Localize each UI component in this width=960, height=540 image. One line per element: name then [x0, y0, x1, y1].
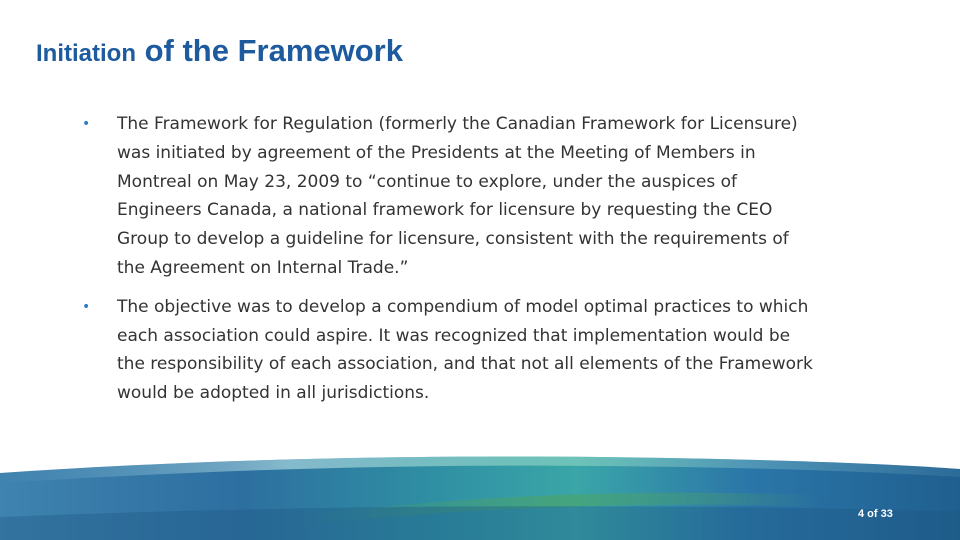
bullet-text: The Framework for Regulation (formerly the Canadian Framework for Licensure) was initiated by agreement of the Presidents at the Meeting of Members in Montreal on May 23, 2009 to “continue to explore, under the auspices of Engineers Canada, a national framework for licensure by requesting the CEO Group to develop a guideline for licensure, consistent with the requirements of the Agreement on Internal Trade.” — [117, 114, 798, 278]
bullet-item — [80, 293, 820, 408]
page-number: 4 of 33 — [858, 508, 893, 520]
footer-decorative-band — [0, 455, 960, 540]
slide-title-part2: of the Framework — [135, 33, 403, 68]
bullet-marker: • — [82, 298, 91, 315]
slide-title — [36, 34, 403, 66]
bullet-item — [80, 110, 820, 283]
bullet-list — [80, 110, 820, 418]
slide-title-part1: Initiation — [36, 40, 136, 67]
bullet-marker: • — [82, 116, 91, 132]
bullet-text: The objective was to develop a compendium of model optimal practices to which each association could aspire. It was recognized that implementation would be the responsibility of each association, and that not all elements of the Framework would be adopted in all jurisdictions. — [117, 296, 813, 404]
